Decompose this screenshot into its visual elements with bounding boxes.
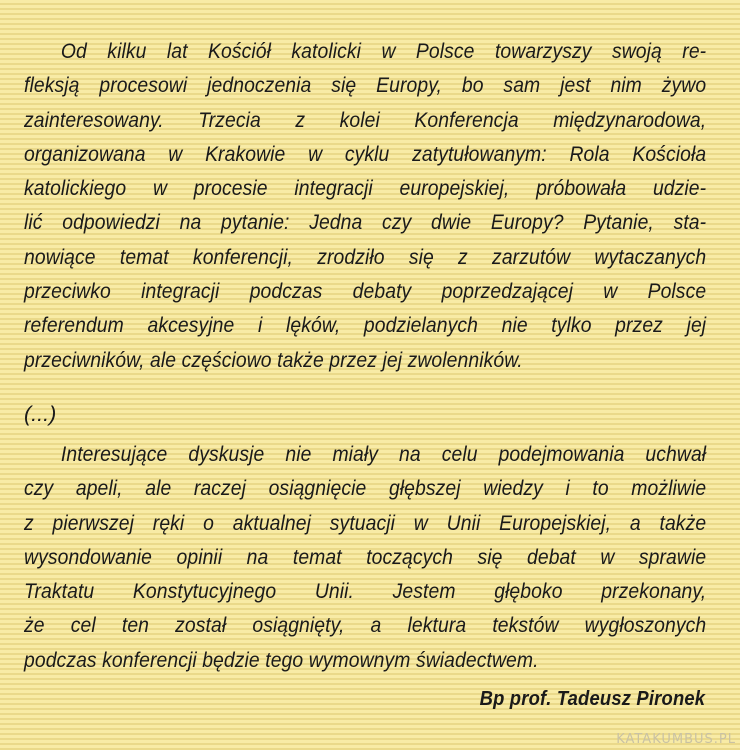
paragraph-intro: [24, 34, 706, 377]
text-line: przeciwników, ale częściowo także przez jej zwolenników.: [24, 347, 523, 372]
document-body: [24, 34, 706, 677]
text-line: czy apeli, ale raczej osiągnięcie głębszej wiedzy i to możliwie: [24, 476, 707, 501]
text-line: podczas konferencji będzie tego wymownym świadectwem.: [24, 647, 539, 672]
author-signature: Bp prof. Tadeusz Pironek: [479, 688, 705, 710]
text-line: wysondowanie opinii na temat toczących się debat w sprawie: [24, 544, 707, 569]
text-line: Od kilku lat Kościół katolicki w Polsce towarzyszy swoją re-: [60, 39, 707, 63]
paragraph-conclusion: [24, 437, 706, 677]
omission-mark: (...): [24, 401, 57, 426]
text-line: z pierwszej ręki o aktualnej sytuacji w Unii Europejskiej, a także: [24, 510, 707, 535]
text-line: zainteresowany. Trzecia z kolei Konferencja międzynarodowa,: [24, 107, 707, 132]
text-line: organizowana w Krakowie w cyklu zatytułowanym: Rola Kościoła: [24, 141, 707, 166]
text-line: nowiące temat konferencji, zrodziło się z zarzutów wytaczanych: [24, 244, 707, 269]
text-line: że cel ten został osiągnięty, a lektura tekstów wygłoszonych: [24, 613, 707, 638]
text-line: fleksją procesowi jednoczenia się Europy, bo sam jest nim żywo: [24, 73, 707, 98]
text-line: katolickiego w procesie integracji europejskiej, próbowała udzie-: [24, 176, 707, 201]
text-line: przeciwko integracji podczas debaty poprzedzającej w Polsce: [24, 279, 707, 304]
text-line: lić odpowiedzi na pytanie: Jedna czy dwie Europy? Pytanie, sta-: [24, 210, 707, 235]
text-line: Interesujące dyskusje nie miały na celu podejmowania uchwał: [60, 441, 707, 466]
text-line: referendum akcesyjne i lęków, podzielanych nie tylko przez jej: [24, 313, 707, 338]
site-watermark: KATAKUMBUS.PL: [616, 732, 736, 747]
text-line: Traktatu Konstytucyjnego Unii. Jestem głęboko przekonany,: [24, 579, 707, 604]
spacer: [24, 377, 706, 399]
